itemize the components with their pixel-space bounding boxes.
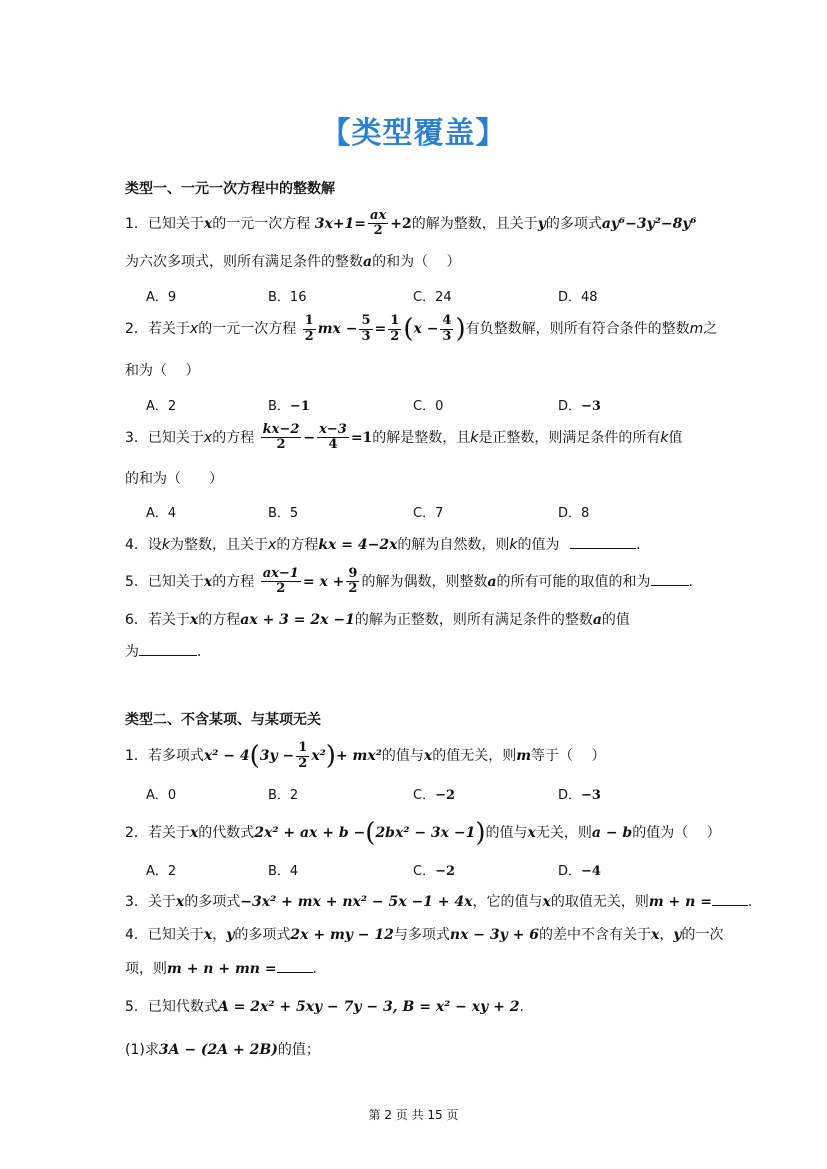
question-2-5-sub1: (1)求3A − (2A + 2B)的值； xyxy=(125,1042,320,1058)
question-1-1-line2: 为六次多项式，则所有满足条件的整数a的和为（ ） xyxy=(125,254,461,270)
question-1-6: 6．若关于x的方程ax + 3 = 2x −1的解为正整数，则所有满足条件的整数a的值 xyxy=(125,612,630,628)
option-b[interactable]: B．16 xyxy=(268,290,307,305)
option-c[interactable]: C．24 xyxy=(413,290,452,305)
question-2-4-line2: 项，则m + n + mn = . xyxy=(125,961,317,977)
question-1-4: 4．设k为整数，且关于x的方程kx = 4−2x的解为自然数，则k的值为 . xyxy=(125,537,641,553)
option-a[interactable]: A．4 xyxy=(146,506,177,521)
answer-blank[interactable] xyxy=(139,643,197,656)
question-1-1: 1．已知关于x的一元一次方程 3x+1= $\frac{ax}{2}$ +2的解为整数，且关于y的多项式ay⁶−3y²−8y⁶ xyxy=(125,208,697,239)
question-1-5: 5．已知关于x的方程 $\frac{ax-1}{2}$ = x + $\frac{9}{2}$ 的解为偶数，则整数a的所有可能的取值的和为 . xyxy=(125,566,693,597)
question-2-5: 5．已知代数式A = 2x² + 5xy − 7y − 3, B = x² − xy + 2. xyxy=(125,999,524,1015)
section-heading-1: 类型一、一元一次方程中的整数解 xyxy=(125,181,335,197)
option-a[interactable]: A．9 xyxy=(146,290,177,305)
option-c[interactable]: C．0 xyxy=(413,399,444,414)
option-c[interactable]: C．7 xyxy=(413,506,444,521)
option-c[interactable]: C．−2 xyxy=(413,788,456,803)
question-2-2: 2．若关于x的代数式2x² + ax + b −(2bx² − 3x −1)的值与x无关，则a − b的值为（ ） xyxy=(125,818,721,848)
question-1-3-line2: 的和为（ ） xyxy=(125,471,223,487)
option-d[interactable]: D．−3 xyxy=(558,399,601,414)
question-1-2-line2: 和为（ ） xyxy=(125,363,200,379)
option-b[interactable]: B．2 xyxy=(268,788,299,803)
option-b[interactable]: B．5 xyxy=(268,506,299,521)
option-b[interactable]: B．−1 xyxy=(268,399,310,414)
option-d[interactable]: D．−4 xyxy=(558,864,601,879)
option-b[interactable]: B．4 xyxy=(268,864,299,879)
option-a[interactable]: A．2 xyxy=(146,864,177,879)
option-a[interactable]: A．2 xyxy=(146,399,177,414)
page-footer: 第 2 页 共 15 页 xyxy=(368,1108,459,1122)
question-2-3: 3．关于x的多项式−3x² + mx + nx² − 5x −1 + 4x，它的值与x的取值无关，则m + n = . xyxy=(125,894,753,910)
option-a[interactable]: A．0 xyxy=(146,788,177,803)
answer-blank[interactable] xyxy=(712,893,748,906)
option-c[interactable]: C．−2 xyxy=(413,864,456,879)
option-d[interactable]: D．48 xyxy=(558,290,598,305)
question-2-4: 4．已知关于x，y的多项式2x + my − 12与多项式nx − 3y + 6的差中不含有关于x，y的一次 xyxy=(125,927,724,943)
answer-blank[interactable] xyxy=(277,960,313,973)
question-1-6-line2: 为 . xyxy=(125,644,202,660)
section-heading-2: 类型二、不含某项、与某项无关 xyxy=(125,712,321,728)
option-d[interactable]: D．8 xyxy=(558,506,590,521)
question-1-3: 3．已知关于x的方程 $\frac{kx-2}{2}$ − $\frac{x-3}{4}$ =1的解是整数，且k是正整数，则满足条件的所有k值 xyxy=(125,422,683,453)
question-2-1: 1．若多项式x² − 4(3y − $\frac{1}{2}$ x²)+ mx²的值与x的值无关，则m等于（ ） xyxy=(125,740,606,771)
page-title: 【类型覆盖】 xyxy=(320,116,507,151)
answer-blank[interactable] xyxy=(570,536,636,549)
option-d[interactable]: D．−3 xyxy=(558,788,601,803)
answer-blank[interactable] xyxy=(651,573,689,586)
question-1-2: 2．若关于x的一元一次方程 $\frac{1}{2}$ mx − $\frac{5}{3}$ = $\frac{1}{2}$ (x − $\frac{4}{3}$ )有负整数解，则所有符合条件的整数m之 xyxy=(125,313,718,344)
